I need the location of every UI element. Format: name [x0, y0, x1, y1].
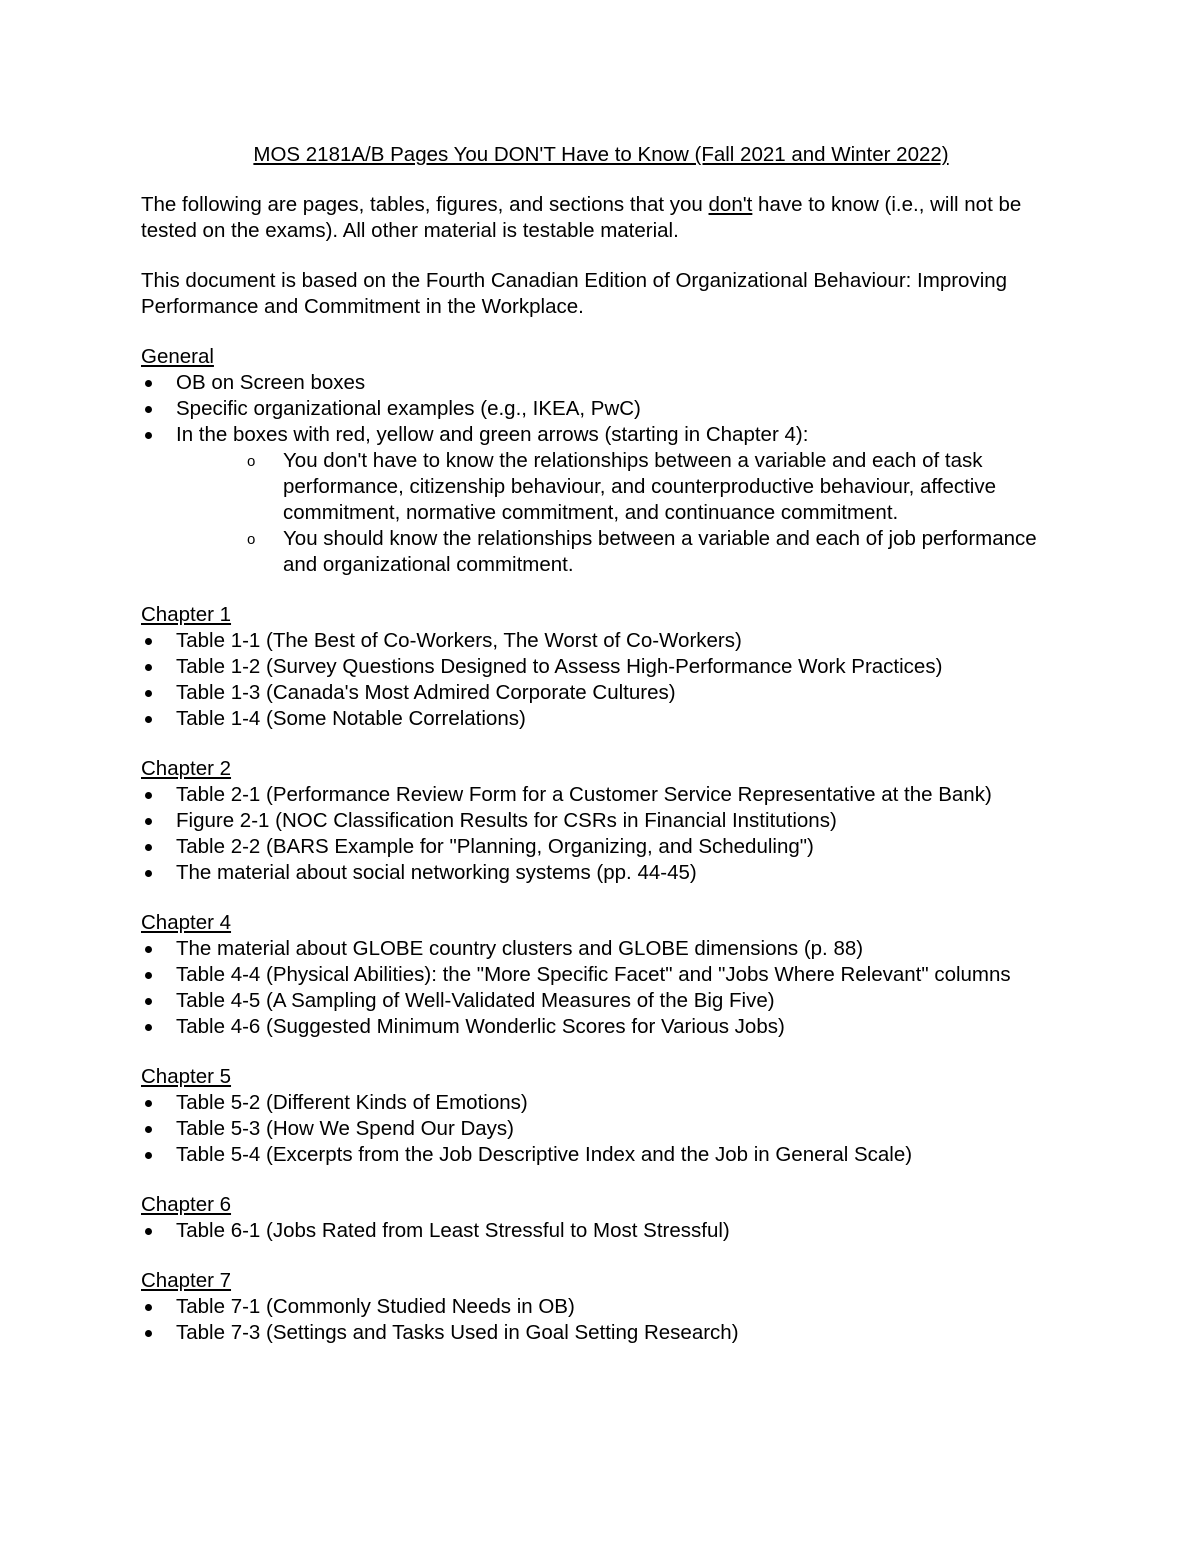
list-item: Table 7-1 (Commonly Studied Needs in OB) — [141, 1294, 1061, 1320]
list-item-text: In the boxes with red, yellow and green arrows (starting in Chapter 4): — [176, 423, 809, 446]
sub-list — [176, 448, 1061, 578]
list-item: The material about GLOBE country clusters and GLOBE dimensions (p. 88) — [141, 936, 1061, 962]
list-item: Table 2-1 (Performance Review Form for a Customer Service Representative at the Bank) — [141, 782, 1061, 808]
document-title: MOS 2181A/B Pages You DON'T Have to Know (Fall 2021 and Winter 2022) — [253, 143, 949, 166]
bullet-list-chapter-2 — [141, 782, 1061, 886]
list-item: Table 4-4 (Physical Abilities): the "More Specific Facet" and "Jobs Where Relevant" columns — [141, 962, 1061, 988]
list-item: Table 4-5 (A Sampling of Well-Validated Measures of the Big Five) — [141, 988, 1061, 1014]
list-item: Specific organizational examples (e.g., IKEA, PwC) — [141, 396, 1061, 422]
section-general — [141, 344, 1061, 578]
section-chapter-2 — [141, 756, 1061, 886]
section-chapter-5 — [141, 1064, 1061, 1168]
basis-paragraph: This document is based on the Fourth Canadian Edition of Organizational Behaviour: Improving Performance and Commitment in the Workplace. — [141, 269, 1008, 318]
section-chapter-6 — [141, 1192, 1061, 1244]
section-chapter-4 — [141, 910, 1061, 1040]
section-heading-general: General — [141, 345, 214, 368]
list-item: Table 1-2 (Survey Questions Designed to Assess High-Performance Work Practices) — [141, 654, 1061, 680]
list-item: OB on Screen boxes — [141, 370, 1061, 396]
bullet-list-general — [141, 370, 1061, 578]
section-heading-chapter-1: Chapter 1 — [141, 603, 232, 626]
bullet-list-chapter-1 — [141, 628, 1061, 732]
section-heading-chapter-6: Chapter 6 — [141, 1193, 232, 1216]
section-heading-chapter-7: Chapter 7 — [141, 1269, 232, 1292]
intro-text-after: have to know (i.e., will not be tested on the exams). All other material is testable material. — [141, 193, 1022, 242]
list-item: Table 2-2 (BARS Example for "Planning, Organizing, and Scheduling") — [141, 834, 1061, 860]
bullet-list-chapter-6 — [141, 1218, 1061, 1244]
intro-emphasis: don't — [708, 193, 753, 216]
list-item: Table 5-4 (Excerpts from the Job Descriptive Index and the Job in General Scale) — [141, 1142, 1061, 1168]
sub-list-item: o You don't have to know the relationships between a variable and each of task performance, citizenship behaviour, and counterproductive behaviour, affective commitment, normative commitment, and continuance commitment. — [247, 448, 1061, 526]
list-item: Table 4-6 (Suggested Minimum Wonderlic Scores for Various Jobs) — [141, 1014, 1061, 1040]
list-item: Table 5-3 (How We Spend Our Days) — [141, 1116, 1061, 1142]
intro-paragraph — [141, 192, 1061, 244]
list-item-with-subitems — [141, 422, 1061, 578]
intro-text-before: The following are pages, tables, figures, and sections that you — [141, 193, 709, 216]
bullet-list-chapter-5 — [141, 1090, 1061, 1168]
section-heading-chapter-4: Chapter 4 — [141, 911, 232, 934]
sub-list-item: o You should know the relationships between a variable and each of job performance and organizational commitment. — [247, 526, 1061, 578]
list-item: Table 7-3 (Settings and Tasks Used in Goal Setting Research) — [141, 1320, 1061, 1346]
section-chapter-7 — [141, 1268, 1061, 1346]
list-item: Figure 2-1 (NOC Classification Results for CSRs in Financial Institutions) — [141, 808, 1061, 834]
list-item: The material about social networking systems (pp. 44-45) — [141, 860, 1061, 886]
list-item: Table 1-1 (The Best of Co-Workers, The Worst of Co-Workers) — [141, 628, 1061, 654]
section-chapter-1 — [141, 602, 1061, 732]
section-heading-chapter-2: Chapter 2 — [141, 757, 232, 780]
section-heading-chapter-5: Chapter 5 — [141, 1065, 232, 1088]
bullet-list-chapter-7 — [141, 1294, 1061, 1346]
document-page — [141, 142, 1061, 1370]
list-item: Table 1-3 (Canada's Most Admired Corporate Cultures) — [141, 680, 1061, 706]
list-item: Table 5-2 (Different Kinds of Emotions) — [141, 1090, 1061, 1116]
list-item: Table 6-1 (Jobs Rated from Least Stressful to Most Stressful) — [141, 1218, 1061, 1244]
list-item: Table 1-4 (Some Notable Correlations) — [141, 706, 1061, 732]
bullet-list-chapter-4 — [141, 936, 1061, 1040]
